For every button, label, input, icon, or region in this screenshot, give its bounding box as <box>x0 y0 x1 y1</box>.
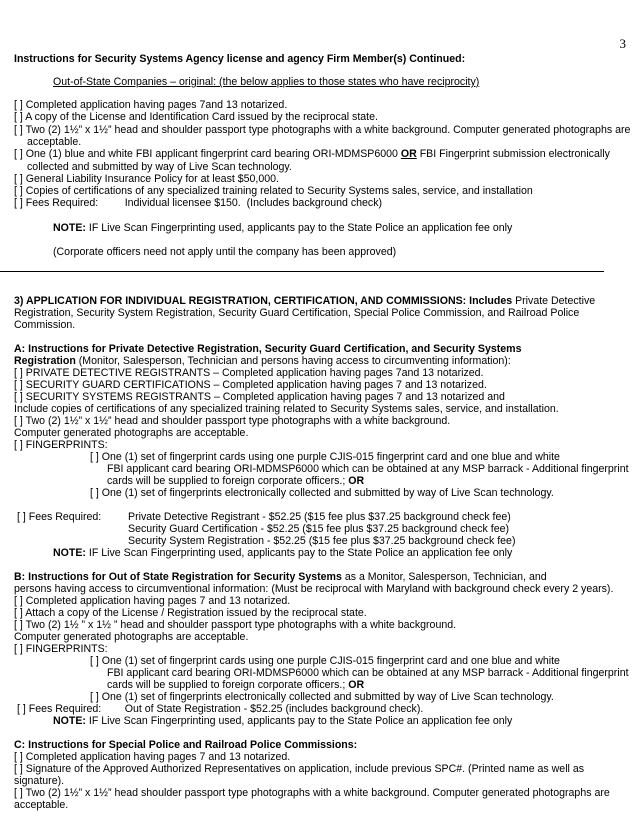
part-a-title-line-2 <box>14 355 511 367</box>
note-label: NOTE: <box>53 715 86 727</box>
part-b-title <box>14 571 547 583</box>
s1-item-2: [ ] A copy of the License and Identification Card issued by the reciprocal state. <box>14 111 378 123</box>
or-emphasis: OR <box>348 475 365 487</box>
note-text: IF Live Scan Fingerprinting used, applicants pay to the State Police an application fee only <box>85 222 513 234</box>
a-fp-text: cards will be supplied to foreign corporate officers.; <box>107 475 349 487</box>
b-item-2: [ ] Completed application having pages 7 and 13 notarized. <box>14 595 291 607</box>
a-fingerprints: [ ] FINGERPRINTS: <box>14 439 108 451</box>
section-1-title: Instructions for Security Systems Agency license and agency Firm Member(s) Continued: <box>14 53 466 65</box>
a-item-3: [ ] SECURITY SYSTEMS REGISTRANTS – Completed application having pages 7 and 13 notarized and <box>14 391 505 403</box>
b-fingerprints: [ ] FINGERPRINTS: <box>14 643 108 655</box>
c-item-1: [ ] Completed application having pages 7 and 13 notarized. <box>14 751 291 763</box>
note-label: NOTE: <box>53 547 86 559</box>
s1-item-4 <box>14 148 610 160</box>
a-item-2: [ ] SECURITY GUARD CERTIFICATIONS – Completed application having pages 7 and 13 notarized. <box>14 379 487 391</box>
s1-item-1: [ ] Completed application having pages 7and 13 notarized. <box>14 99 288 111</box>
b-item-4: [ ] Two (2) 1½ ” x 1½ ” head and shoulder passport type photographs with a white background. <box>14 619 457 631</box>
s1-item-3-cont: acceptable. <box>27 136 82 148</box>
s1-item-4-cont: collected and submitted by way of Live Scan technology. <box>27 161 292 173</box>
a-fp-option-2: [ ] One (1) set of fingerprints electronically collected and submitted by way of Live Scan technology. <box>90 487 554 499</box>
a-fp-option-1: [ ] One (1) set of fingerprint cards using one purple CJIS-015 fingerprint card and one blue and white <box>90 451 560 463</box>
section-3-heading-line-2: Registration, Security System Registration, Security Guard Certification, Special Police Commission, and Railroad Police <box>14 307 580 319</box>
b-fp-option-1-line-3 <box>107 679 364 691</box>
b-fp-text: cards will be supplied to foreign corporate officers.; <box>107 679 349 691</box>
section-3-heading-rest: Private Detective <box>512 295 596 307</box>
part-a-title-rest: (Monitor, Salesperson, Technician and persons having access to circumventing information): <box>75 355 511 367</box>
c-item-3: [ ] Two (2) 1½” x 1½” head shoulder passport type photographs with a white background. Computer generated photographs are <box>14 787 610 799</box>
b-item-5: Computer generated photographs are acceptable. <box>14 631 249 643</box>
a-fee-3: Security System Registration - $52.25 ($15 fee plus $37.25 background check fee) <box>128 535 516 547</box>
note-label: NOTE: <box>53 222 86 234</box>
b-item-1: persons having access to circumventional information: (Must be reciprocal with Maryland with background check every 2 years). <box>14 583 614 595</box>
s1-corporate-note: (Corporate officers need not apply until the company has been approved) <box>53 246 397 258</box>
s1-item-4-a: [ ] One (1) blue and white FBI applicant fingerprint card bearing ORI-MDMSP6000 <box>14 148 401 160</box>
a-item-4: Include copies of certifications of any specialized training related to Security Systems sales, service, and installation. <box>14 403 559 415</box>
section-divider <box>0 271 604 272</box>
a-fp-option-1-line-3 <box>107 475 364 487</box>
b-fp-option-2: [ ] One (1) set of fingerprints electronically collected and submitted by way of Live Scan technology. <box>90 691 554 703</box>
s1-item-4-c: FBI Fingerprint submission electronically <box>416 148 610 160</box>
a-item-1: [ ] PRIVATE DETECTIVE REGISTRANTS – Completed application having pages 7and 13 notarized. <box>14 367 484 379</box>
part-b-title-rest: as a Monitor, Salesperson, Technician, and <box>341 571 547 583</box>
s1-item-5: [ ] General Liability Insurance Policy for at least $50,000. <box>14 173 279 185</box>
c-item-2: [ ] Signature of the Approved Authorized Representatives on application, include previous SPC#. (Printed name as well as <box>14 763 585 775</box>
c-item-3-cont: acceptable. <box>14 799 69 811</box>
b-note <box>53 715 512 727</box>
b-fees: [ ] Fees Required: Out of State Registration - $52.25 (includes background check). <box>17 703 424 715</box>
s1-note <box>53 222 512 234</box>
section-1-subtitle: Out-of-State Companies – original: (the below applies to those states who have reciprocity) <box>53 76 480 88</box>
a-item-6: Computer generated photographs are acceptable. <box>14 427 249 439</box>
s1-item-3: [ ] Two (2) 1½” x 1½” head and shoulder passport type photographs with a white background. Computer generated photographs are <box>14 124 631 136</box>
section-3-heading <box>14 295 595 307</box>
section-3-heading-line-3: Commission. <box>14 319 76 331</box>
section-3-heading-bold: 3) APPLICATION FOR INDIVIDUAL REGISTRATION, CERTIFICATION, AND COMMISSIONS: Includes <box>14 295 513 307</box>
b-fp-option-1: [ ] One (1) set of fingerprint cards using one purple CJIS-015 fingerprint card and one blue and white <box>90 655 560 667</box>
or-emphasis: OR <box>348 679 365 691</box>
page-number: 3 <box>619 36 626 51</box>
part-a-title-bold: Registration <box>14 355 76 367</box>
b-fp-option-1-line-2: FBI applicant card bearing ORI-MDMSP6000 which can be obtained at any MSP barrack - Additional fingerprint <box>107 667 629 679</box>
a-fee-1: Private Detective Registrant - $52.25 ($15 fee plus $37.25 background check fee) <box>128 511 511 523</box>
s1-item-6: [ ] Copies of certifications of any specialized training related to Security Systems sales, service, and installation <box>14 185 533 197</box>
c-item-2-cont: signature). <box>14 775 65 787</box>
part-b-title-bold: B: Instructions for Out of State Registration for Security Systems <box>14 571 342 583</box>
a-fp-option-1-line-2: FBI applicant card bearing ORI-MDMSP6000 which can be obtained at any MSP barrack - Additional fingerprint <box>107 463 629 475</box>
a-item-5: [ ] Two (2) 1½” x 1½” head and shoulder passport type photographs with a white background. <box>14 415 451 427</box>
note-text: IF Live Scan Fingerprinting used, applicants pay to the State Police an application fee only <box>85 715 513 727</box>
s1-fees: [ ] Fees Required: Individual licensee $150. (Includes background check) <box>14 197 383 209</box>
a-note <box>53 547 512 559</box>
part-a-title: A: Instructions for Private Detective Registration, Security Guard Certification, and Security Systems <box>14 343 522 355</box>
a-fees-label: [ ] Fees Required: <box>17 511 102 523</box>
part-c-title: C: Instructions for Special Police and Railroad Police Commissions: <box>14 739 358 751</box>
a-fee-2: Security Guard Certification - $52.25 ($15 fee plus $37.25 background check fee) <box>128 523 510 535</box>
b-item-3: [ ] Attach a copy of the License / Registration issued by the reciprocal state. <box>14 607 367 619</box>
or-emphasis: OR <box>400 148 417 160</box>
note-text: IF Live Scan Fingerprinting used, applicants pay to the State Police an application fee only <box>85 547 513 559</box>
